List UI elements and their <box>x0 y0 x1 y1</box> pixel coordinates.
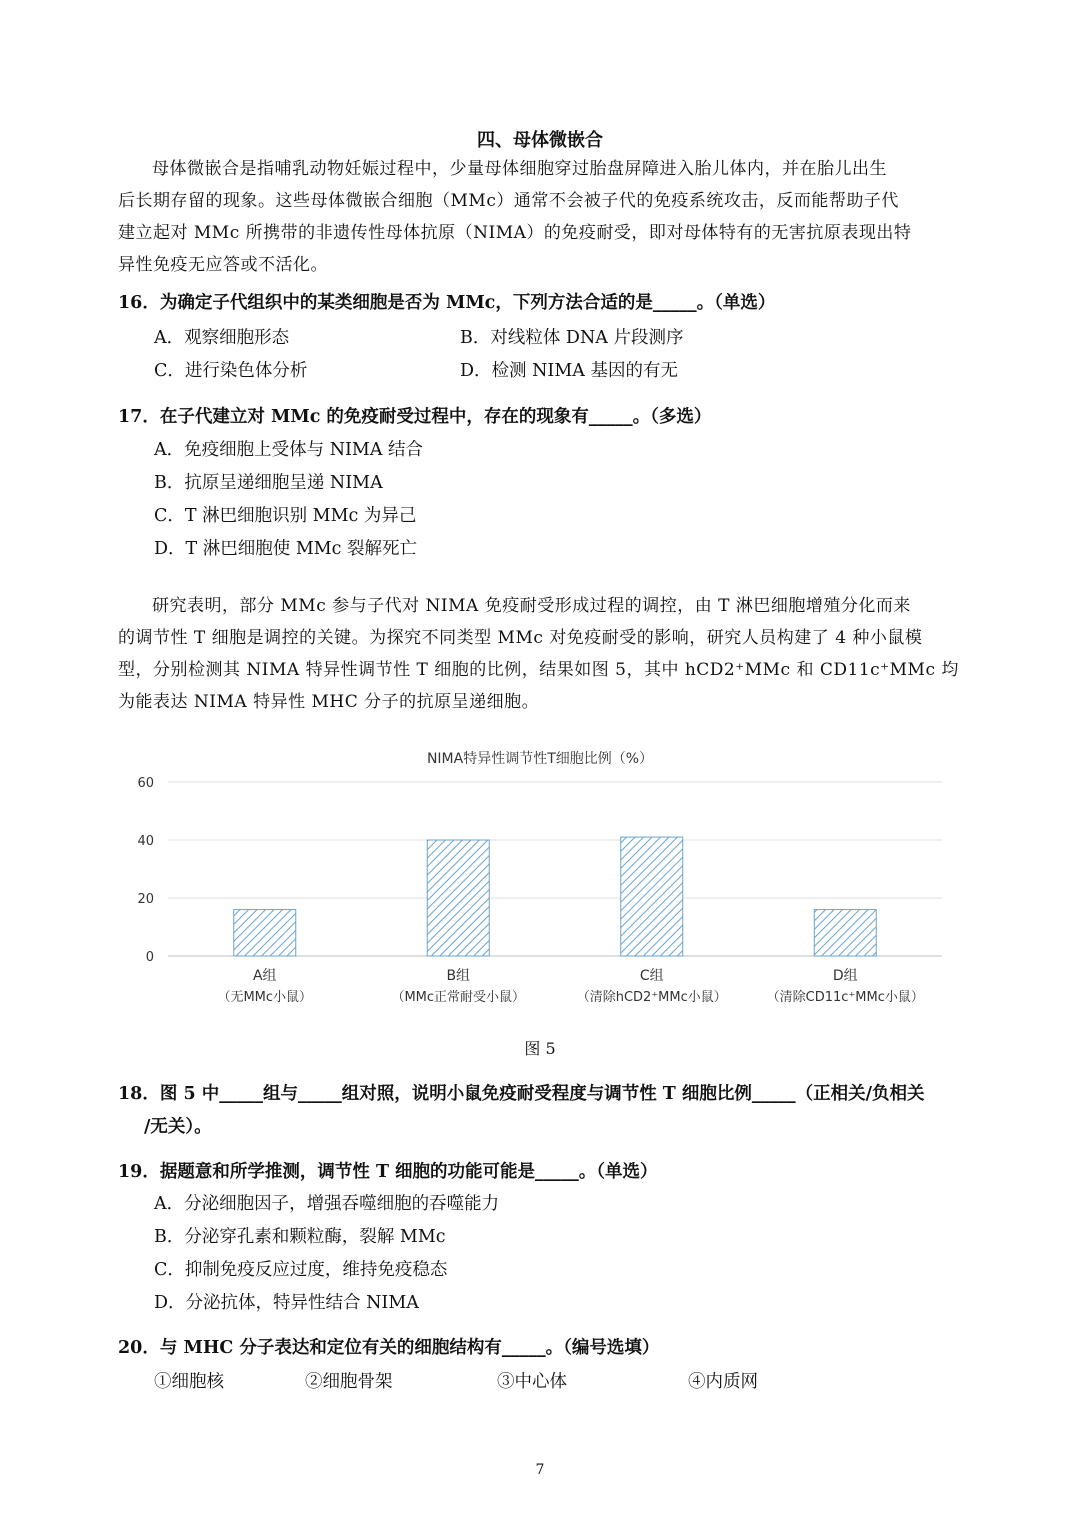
question-19-stem: 19．据题意和所学推测，调节性 T 细胞的功能可能是_____。（单选） <box>118 1162 658 1182</box>
y-tick-label: 40 <box>137 834 154 849</box>
chart-title: NIMA特异性调节性T细胞比例（%） <box>426 751 654 767</box>
x-category-sublabel: （清除CD11c⁺MMc小鼠） <box>766 990 924 1005</box>
x-category-label: D组 <box>832 968 858 984</box>
y-tick-label: 60 <box>137 776 154 791</box>
intro-line: 母体微嵌合是指哺乳动物妊娠过程中，少量母体细胞穿过胎盘屏障进入胎儿体内，并在胎儿出生 <box>152 159 887 179</box>
question-20-stem: 20．与 MHC 分子表达和定位有关的细胞结构有_____。（编号选填） <box>118 1338 660 1358</box>
research-line: 研究表明，部分 MMc 参与子代对 NIMA 免疫耐受形成过程的调控，由 T 淋巴细胞增殖分化而来 <box>152 596 911 616</box>
intro-line: 异性免疫无应答或不活化。 <box>118 255 328 275</box>
question-16-stem: 16．为确定子代组织中的某类细胞是否为 MMc，下列方法合适的是_____。（单选） <box>118 293 776 313</box>
bar-3 <box>621 837 683 956</box>
x-category-label: B组 <box>446 968 471 984</box>
intro-line: 后长期存留的现象。这些母体微嵌合细胞（MMc）通常不会被子代的免疫系统攻击，反而能帮助子代 <box>118 191 899 211</box>
intro-line: 建立起对 MMc 所携带的非遗传性母体抗原（NIMA）的免疫耐受，即对母体特有的无害抗原表现出特 <box>118 223 912 243</box>
section-title: 四、母体微嵌合 <box>477 130 603 151</box>
q19-option-d[interactable]: D．分泌抗体，特异性结合 NIMA <box>154 1293 419 1313</box>
question-17-stem: 17．在子代建立对 MMc 的免疫耐受过程中，存在的现象有_____。（多选） <box>118 407 712 427</box>
q19-option-c[interactable]: C．抑制免疫反应过度，维持免疫稳态 <box>154 1260 448 1280</box>
q20-option-2[interactable]: ②细胞骨架 <box>305 1372 393 1392</box>
x-category-label: C组 <box>639 968 664 984</box>
q19-option-a[interactable]: A．分泌细胞因子，增强吞噬细胞的吞噬能力 <box>154 1194 500 1214</box>
intro-paragraph <box>118 153 970 281</box>
q16-option-a[interactable]: A．观察细胞形态 <box>154 328 290 348</box>
q19-option-b[interactable]: B．分泌穿孔素和颗粒酶，裂解 MMc <box>154 1227 446 1247</box>
research-line: 为能表达 NIMA 特异性 MHC 分子的抗原呈递细胞。 <box>118 692 540 712</box>
y-tick-label: 0 <box>145 950 154 965</box>
figure-caption: 图 5 <box>524 1039 556 1058</box>
q20-option-1[interactable]: ①细胞核 <box>154 1372 224 1392</box>
q20-option-4[interactable]: ④内质网 <box>688 1372 758 1392</box>
research-line: 型，分别检测其 NIMA 特异性调节性 T 细胞的比例，结果如图 5，其中 hCD2⁺MMc 和 CD11c⁺MMc 均 <box>118 660 959 680</box>
q17-option-a[interactable]: A．免疫细胞上受体与 NIMA 结合 <box>154 440 424 460</box>
q16-option-d[interactable]: D．检测 NIMA 基因的有无 <box>460 361 678 381</box>
y-tick-label: 20 <box>137 892 154 907</box>
question-18-line2: /无关）。 <box>144 1117 212 1137</box>
bar-4 <box>814 910 876 956</box>
x-category-sublabel: （无MMc小鼠） <box>217 990 313 1005</box>
x-category-sublabel: （清除hCD2⁺MMc小鼠） <box>576 990 727 1005</box>
research-line: 的调节性 T 细胞是调控的关键。为探究不同类型 MMc 对免疫耐受的影响，研究人员构建了 4 种小鼠模 <box>118 628 923 648</box>
q16-option-c[interactable]: C．进行染色体分析 <box>154 361 308 381</box>
question-18-line1: 18．图 5 中_____组与_____组对照，说明小鼠免疫耐受程度与调节性 T 细胞比例_____（正相关/负相关 <box>118 1084 925 1104</box>
research-paragraph <box>118 590 970 718</box>
bar-chart <box>100 735 980 1025</box>
q17-option-d[interactable]: D．T 淋巴细胞使 MMc 裂解死亡 <box>154 539 418 559</box>
page-number: 7 <box>535 1462 545 1478</box>
q17-option-b[interactable]: B．抗原呈递细胞呈递 NIMA <box>154 473 383 493</box>
x-category-sublabel: （MMc正常耐受小鼠） <box>391 990 526 1005</box>
q20-option-3[interactable]: ③中心体 <box>497 1372 567 1392</box>
q16-option-b[interactable]: B．对线粒体 DNA 片段测序 <box>460 328 684 348</box>
bar-2 <box>427 840 489 956</box>
bar-1 <box>234 910 296 956</box>
x-category-label: A组 <box>252 968 277 984</box>
q17-option-c[interactable]: C．T 淋巴细胞识别 MMc 为异己 <box>154 506 417 526</box>
